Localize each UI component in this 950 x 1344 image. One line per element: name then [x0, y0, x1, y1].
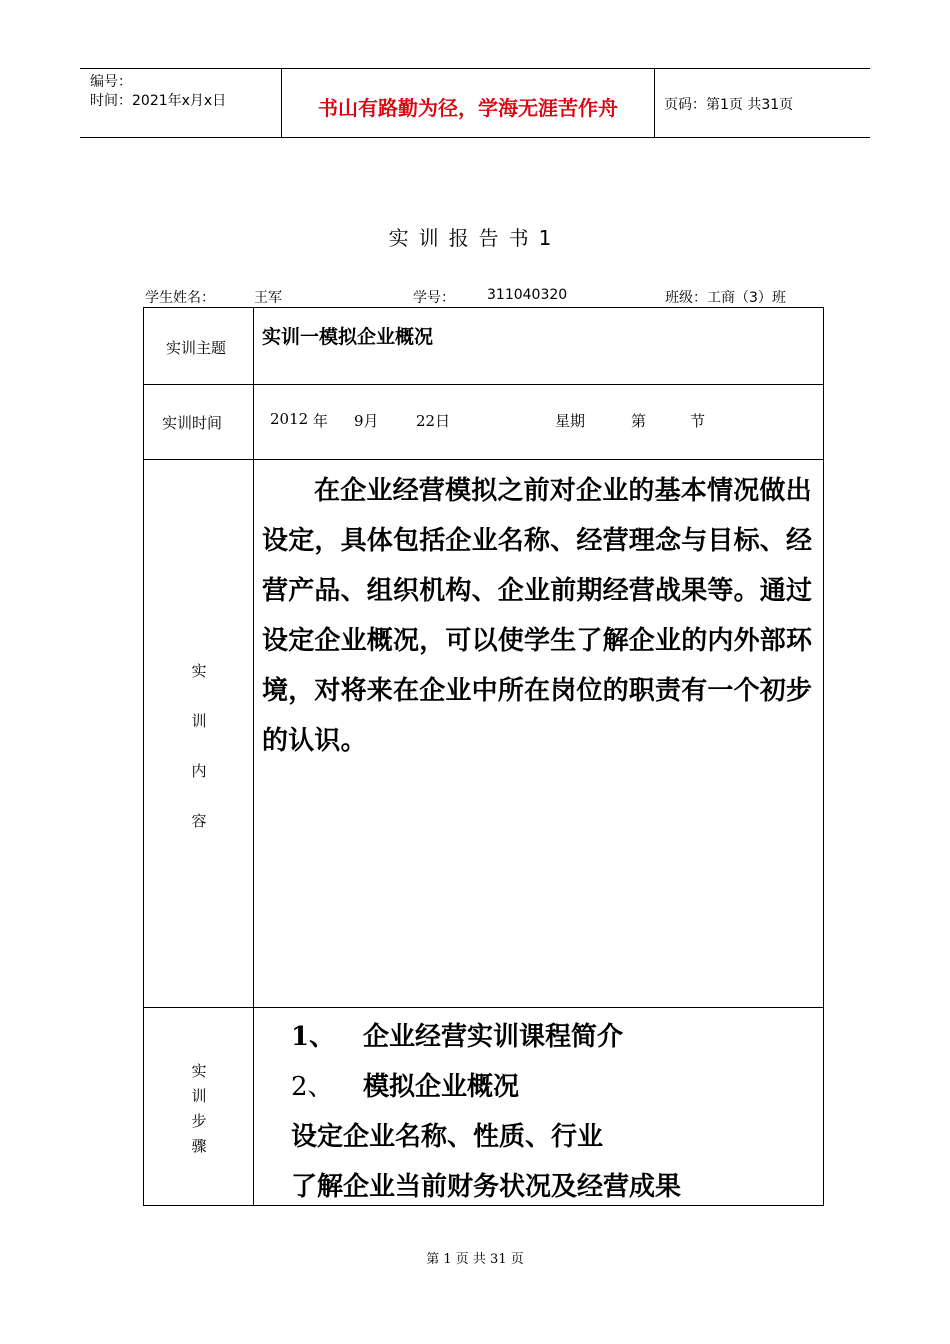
step-number: 1、 [291, 1022, 336, 1052]
table-row-divider [144, 1007, 823, 1008]
header-number-label: 编号： [90, 74, 132, 90]
student-name-value: 王军 [254, 290, 282, 306]
time-year-unit: 年 [313, 412, 329, 430]
table-column-divider [253, 308, 254, 1205]
time-label: 实训时间 [162, 414, 223, 432]
time-section-suffix: 节 [690, 412, 706, 430]
topic-label: 实训主题 [166, 339, 227, 357]
content-label-char: 训 [191, 712, 207, 730]
content-label-char: 容 [191, 812, 207, 830]
step-text: 企业经营实训课程简介 [363, 1022, 624, 1052]
header-divider [654, 69, 655, 137]
steps-label [189, 1060, 209, 1160]
step-line: 了解企业当前财务状况及经营成果 [291, 1172, 682, 1202]
time-month: 9月 [354, 412, 379, 430]
step-line: 设定企业名称、性质、行业 [291, 1122, 604, 1152]
student-name-label: 学生姓名： [145, 290, 215, 306]
steps-label-char: 训 [191, 1087, 207, 1105]
student-id-value: 311040320 [487, 287, 568, 303]
time-weekday-label: 星期 [555, 412, 586, 430]
steps-label-char: 实 [191, 1062, 207, 1080]
content-text: 在企业经营模拟之前对企业的基本情况做出设定，具体包括企业名称、经营理念与目标、经营产品、组织机构、企业前期经营战果等。通过设定企业概况，可以使学生了解企业的内外部环境，对将来在企业中所在岗位的职责有一个初步的认识。 [262, 476, 813, 756]
content-label-char: 内 [191, 762, 207, 780]
content-label-char: 实 [191, 662, 207, 680]
step-text: 模拟企业概况 [363, 1072, 520, 1102]
table-row-divider [144, 459, 823, 460]
time-section-prefix: 第 [631, 412, 647, 430]
table-row-divider [144, 384, 823, 385]
time-year: 2012 [270, 410, 309, 428]
class-label: 班级：工商（3）班 [665, 290, 786, 306]
student-id-label: 学号： [413, 290, 455, 306]
steps-label-char: 步 [191, 1112, 207, 1130]
steps-label-char: 骤 [191, 1137, 207, 1155]
page-footer: 第 1 页 共 31 页 [426, 1252, 524, 1267]
time-day: 22日 [416, 412, 451, 430]
document-title: 实训报告书1 [388, 226, 562, 250]
step-number: 2、 [291, 1072, 334, 1102]
header-motto: 书山有路勤为径，学海无涯苦作舟 [318, 96, 618, 120]
content-label [189, 660, 209, 860]
header-page-info: 页码：第1页 共31页 [664, 97, 794, 113]
header-date: 时间：2021年x月x日 [90, 93, 227, 109]
topic-value: 实训一模拟企业概况 [262, 326, 434, 348]
